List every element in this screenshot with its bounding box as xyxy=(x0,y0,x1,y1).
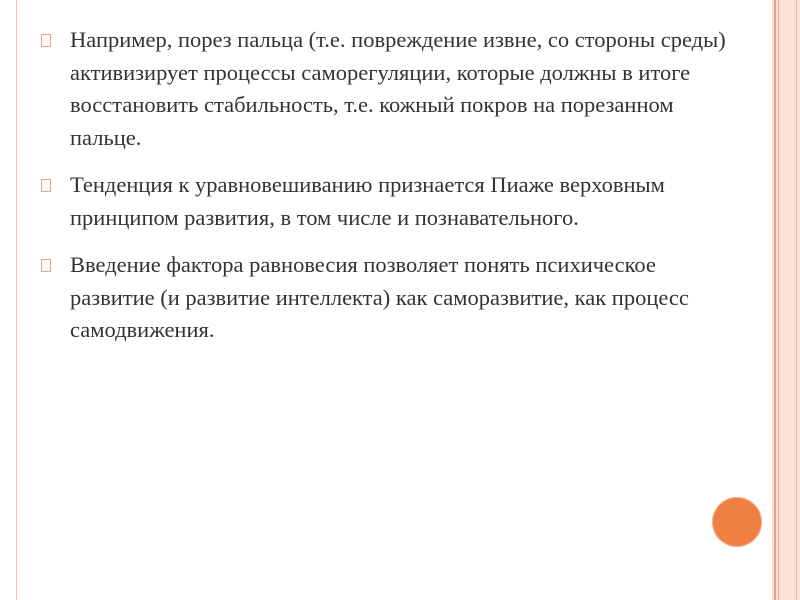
band-stripe xyxy=(796,0,797,600)
square-bullet-icon xyxy=(41,259,51,272)
bullet-item-1 xyxy=(38,24,738,154)
orange-circle-icon xyxy=(712,497,762,547)
bullet-text-1: Например, порез пальца (т.е. повреждение извне, со стороны среды) активизирует процессы саморегуляции, которые должны в итоге восстановить стабильность, т.е. кожный покров на порезанном пальце. xyxy=(70,27,726,150)
square-bullet-icon xyxy=(41,34,51,47)
left-border-line xyxy=(16,0,17,600)
right-decorative-band xyxy=(772,0,800,600)
slide-content xyxy=(38,24,738,362)
bullet-item-2 xyxy=(38,169,738,234)
bullet-text-2: Тенденция к уравновешиванию признается Пиаже верховным принципом развития, в том числе и познавательного. xyxy=(70,172,665,230)
square-bullet-icon xyxy=(41,179,51,192)
band-stripe xyxy=(778,0,779,600)
band-stripe xyxy=(774,0,776,600)
bullet-item-3 xyxy=(38,249,738,347)
bullet-text-3: Введение фактора равновесия позволяет понять психическое развитие (и развитие интеллекта) как саморазвитие, как процесс самодвижения. xyxy=(70,252,689,342)
